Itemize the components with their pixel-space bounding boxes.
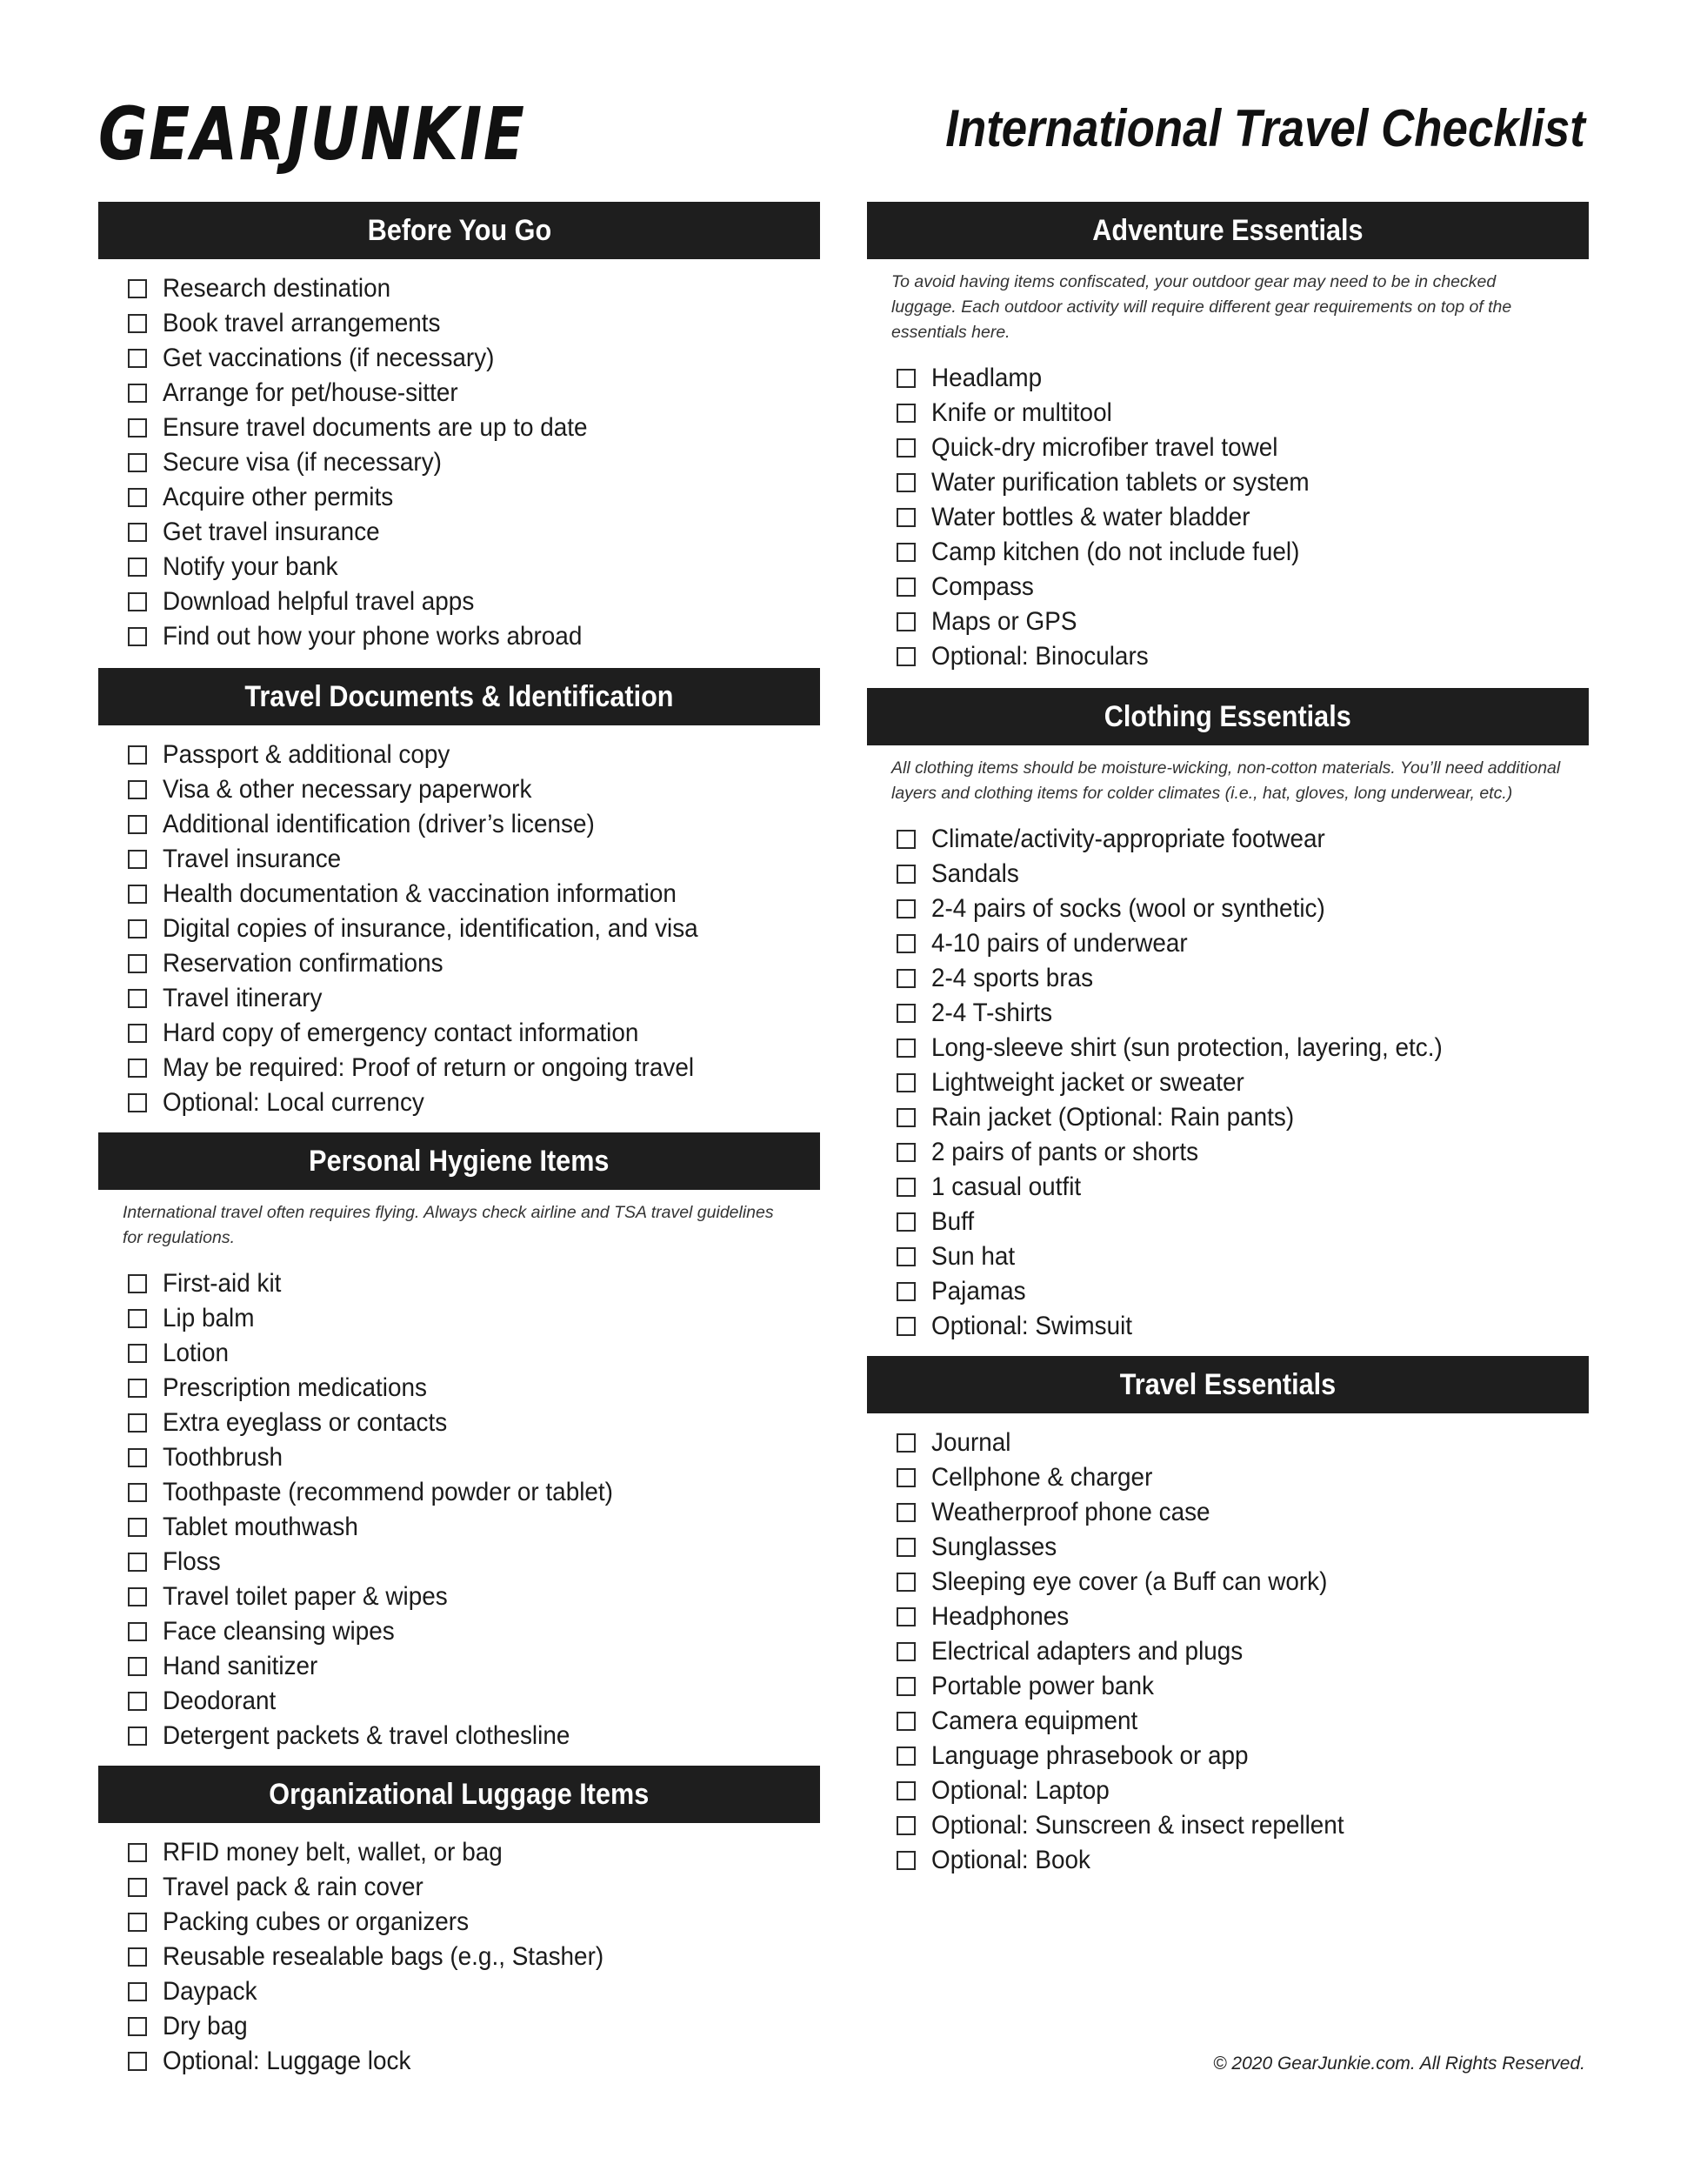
checklist-item[interactable] (897, 1808, 1589, 1843)
checklist-item-label: Optional: Luggage lock (163, 2047, 411, 2075)
checkbox-icon[interactable] (128, 279, 147, 298)
checklist-item[interactable] (128, 550, 820, 584)
checklist-item-label: Hard copy of emergency contact information (163, 1019, 639, 1047)
checkbox-icon[interactable] (128, 384, 147, 403)
checklist-item-label: Floss (163, 1547, 221, 1576)
checklist-item-label: Maps or GPS (931, 607, 1077, 636)
checklist-item[interactable] (128, 1510, 820, 1545)
checklist-item[interactable] (897, 1530, 1589, 1565)
checklist-item-label: Water purification tablets or system (931, 468, 1310, 497)
checkbox-icon[interactable] (897, 1212, 916, 1232)
checkbox-icon[interactable] (128, 1024, 147, 1043)
checklist-item[interactable] (128, 912, 820, 946)
checkbox-icon[interactable] (897, 1538, 916, 1557)
checklist-item[interactable] (128, 2009, 820, 2044)
checkbox-icon[interactable] (128, 1059, 147, 1078)
checklist-item-label: Optional: Laptop (931, 1776, 1110, 1805)
checklist-item-label: Sunglasses (931, 1533, 1057, 1561)
checklist-item[interactable] (897, 926, 1589, 961)
checkbox-icon[interactable] (128, 1448, 147, 1467)
checklist-item[interactable] (897, 1065, 1589, 1100)
checklist-item[interactable] (897, 1205, 1589, 1239)
checkbox-icon[interactable] (897, 1712, 916, 1731)
checklist-item-label: Portable power bank (931, 1672, 1154, 1700)
section-note: International travel often requires flying. Always check airline and TSA travel guidelines for regulations. (123, 1203, 774, 1247)
section-note: To avoid having items confiscated, your outdoor gear may need to be in checked luggage. Each outdoor activity will require different gear requirements on top of the essentials here. (891, 272, 1512, 342)
checkbox-icon[interactable] (128, 349, 147, 368)
checkbox-icon[interactable] (897, 899, 916, 918)
checklist-item[interactable] (897, 396, 1589, 431)
checklist-item-label: Weatherproof phone case (931, 1498, 1210, 1526)
checklist-item-label: Sleeping eye cover (a Buff can work) (931, 1567, 1328, 1596)
checklist-item[interactable] (128, 2044, 820, 2079)
checklist-item-label: 2 pairs of pants or shorts (931, 1138, 1199, 1166)
checkbox-icon[interactable] (128, 488, 147, 507)
checklist-item[interactable] (128, 807, 820, 842)
checkbox-icon[interactable] (128, 1843, 147, 1862)
checklist-item-label: Travel itinerary (163, 984, 323, 1012)
checklist-item-label: Reusable resealable bags (e.g., Stasher) (163, 1942, 604, 1971)
checklist-item-label: Packing cubes or organizers (163, 1907, 470, 1936)
checklist-item[interactable] (128, 1545, 820, 1580)
checklist-item[interactable] (128, 515, 820, 550)
checklist-item[interactable] (897, 1460, 1589, 1495)
checklist-item[interactable] (897, 361, 1589, 396)
section-clothing-essentials (867, 688, 1589, 1344)
checklist-item-label: Ensure travel documents are up to date (163, 413, 588, 442)
checklist-item-label: Optional: Binoculars (931, 642, 1149, 671)
checklist-item-label: Toothbrush (163, 1443, 283, 1472)
checkbox-icon[interactable] (128, 954, 147, 973)
checkbox-icon[interactable] (128, 2017, 147, 2036)
checklist-item-label: Dry bag (163, 2012, 248, 2040)
checklist-item[interactable] (128, 341, 820, 376)
checklist-item[interactable] (897, 1669, 1589, 1704)
checklist-item[interactable] (897, 1309, 1589, 1344)
checkbox-icon[interactable] (897, 369, 916, 388)
checkbox-icon[interactable] (128, 1622, 147, 1641)
checklist-item-label: Buff (931, 1207, 975, 1236)
section-organizational-luggage-items (98, 1766, 820, 2079)
checkbox-icon[interactable] (128, 745, 147, 765)
checklist-item-label: Get travel insurance (163, 518, 380, 546)
checklist-item[interactable] (897, 857, 1589, 892)
checklist-item-label: Arrange for pet/house-sitter (163, 378, 458, 407)
section-note: All clothing items should be moisture-wicking, non-cotton materials. You’ll need additional layers and clothing items for colder climates (i.e., hat, gloves, long underwear, etc.) (891, 758, 1561, 803)
checklist-item[interactable] (128, 1940, 820, 1974)
checkbox-icon[interactable] (128, 780, 147, 799)
checklist-item[interactable] (128, 1580, 820, 1614)
checklist-item[interactable] (897, 1239, 1589, 1274)
checkbox-icon[interactable] (897, 1247, 916, 1266)
checkbox-icon[interactable] (897, 1677, 916, 1696)
checklist-item-label: Rain jacket (Optional: Rain pants) (931, 1103, 1295, 1132)
checklist-item-label: Hand sanitizer (163, 1652, 318, 1680)
checklist-item-label: Get vaccinations (if necessary) (163, 344, 495, 372)
section-heading-text: Travel Documents & Identification (244, 679, 674, 713)
section-personal-hygiene-items (98, 1132, 820, 1753)
checkbox-icon[interactable] (128, 1413, 147, 1433)
checklist-item-label: Optional: Sunscreen & insect repellent (931, 1811, 1344, 1840)
checklist-item-label: Detergent packets & travel clothesline (163, 1721, 570, 1750)
checkbox-icon[interactable] (897, 404, 916, 423)
checkbox-icon[interactable] (128, 815, 147, 834)
section-header (867, 1356, 1589, 1413)
checklist-item-label: Tablet mouthwash (163, 1513, 358, 1541)
checklist-item-label: Lip balm (163, 1304, 255, 1332)
checklist-item[interactable] (128, 877, 820, 912)
checklist-item[interactable] (897, 1634, 1589, 1669)
checklist (98, 1823, 820, 2079)
checklist-item[interactable] (128, 619, 820, 654)
checklist-item-label: Extra eyeglass or contacts (163, 1408, 448, 1437)
checkbox-icon[interactable] (897, 578, 916, 597)
checkbox-icon[interactable] (897, 830, 916, 849)
checklist-item-label: Research destination (163, 274, 391, 303)
checkbox-icon[interactable] (128, 1657, 147, 1676)
section-heading-text: Organizational Luggage Items (269, 1777, 650, 1811)
section-travel-documents-identification (98, 668, 820, 1120)
checkbox-icon[interactable] (128, 1692, 147, 1711)
checkbox-icon[interactable] (128, 1947, 147, 1967)
checklist-item-label: Additional identification (driver’s license) (163, 810, 595, 838)
checklist-item[interactable] (897, 1135, 1589, 1170)
checkbox-icon[interactable] (128, 558, 147, 577)
checklist-item-label: Pajamas (931, 1277, 1026, 1306)
section-header (867, 202, 1589, 259)
checklist-item[interactable] (128, 1475, 820, 1510)
section-header (98, 1132, 820, 1190)
checklist-item-label: Secure visa (if necessary) (163, 448, 442, 477)
checklist-item-label: Optional: Book (931, 1846, 1091, 1874)
checklist-item[interactable] (128, 271, 820, 306)
checklist-item-label: First-aid kit (163, 1269, 282, 1298)
checklist-item-label: Face cleansing wipes (163, 1617, 395, 1646)
checklist-item[interactable] (897, 1426, 1589, 1460)
checkbox-icon[interactable] (897, 1503, 916, 1522)
checkbox-icon[interactable] (897, 1178, 916, 1197)
checklist-item[interactable] (128, 1974, 820, 2009)
checklist-item[interactable] (897, 1739, 1589, 1773)
section-header (98, 1766, 820, 1823)
checklist-item-label: Water bottles & water bladder (931, 503, 1250, 531)
checklist-item[interactable] (128, 584, 820, 619)
checkbox-icon[interactable] (897, 1282, 916, 1301)
checklist (98, 259, 820, 654)
checklist-item[interactable] (128, 1870, 820, 1905)
checkbox-icon[interactable] (897, 612, 916, 631)
checkbox-icon[interactable] (128, 1483, 147, 1502)
checklist-item-label: Headphones (931, 1602, 1070, 1631)
checklist-item-label: Digital copies of insurance, identification, and visa (163, 914, 698, 943)
checkbox-icon[interactable] (128, 314, 147, 333)
checkbox-icon[interactable] (897, 1781, 916, 1800)
checklist-item[interactable] (128, 1051, 820, 1085)
checkbox-icon[interactable] (897, 1747, 916, 1766)
checklist-item[interactable] (897, 1495, 1589, 1530)
checklist-item[interactable] (128, 1440, 820, 1475)
checklist-item[interactable] (128, 1649, 820, 1684)
section-heading-text: Adventure Essentials (1092, 213, 1364, 247)
checklist-item-label: 2-4 sports bras (931, 964, 1094, 992)
checklist-item[interactable] (897, 961, 1589, 996)
checklist-item[interactable] (897, 535, 1589, 570)
checklist-item[interactable] (128, 445, 820, 480)
section-heading-text: Clothing Essentials (1104, 699, 1351, 733)
checkbox-icon[interactable] (128, 1587, 147, 1606)
checklist-item[interactable] (897, 639, 1589, 674)
checklist-item-label: Lotion (163, 1339, 230, 1367)
checklist-item-label: Sandals (931, 859, 1019, 888)
checklist-item-label: Daypack (163, 1977, 257, 2006)
checklist-item[interactable] (128, 376, 820, 411)
checkbox-icon[interactable] (897, 969, 916, 988)
checklist-item-label: Travel insurance (163, 845, 342, 873)
checklist-item-label: Notify your bank (163, 552, 338, 581)
checklist-item-label: Journal (931, 1428, 1011, 1457)
checkbox-icon[interactable] (128, 627, 147, 646)
checkbox-icon[interactable] (128, 1553, 147, 1572)
checklist-item-label: Prescription medications (163, 1373, 427, 1402)
checklist-item[interactable] (897, 465, 1589, 500)
checkbox-icon[interactable] (128, 1982, 147, 2001)
checkbox-icon[interactable] (897, 1073, 916, 1092)
checkbox-icon[interactable] (897, 1039, 916, 1058)
checkbox-icon[interactable] (897, 473, 916, 492)
checklist-item-label: Language phrasebook or app (931, 1741, 1249, 1770)
checklist-item[interactable] (128, 1336, 820, 1371)
checkbox-icon[interactable] (128, 1913, 147, 1932)
checklist-item[interactable] (128, 1016, 820, 1051)
checklist (867, 1413, 1589, 1878)
checkbox-icon[interactable] (128, 1878, 147, 1897)
checkbox-icon[interactable] (128, 592, 147, 611)
checklist-item[interactable] (128, 411, 820, 445)
checklist-item[interactable] (897, 1704, 1589, 1739)
checklist-item-label: 2-4 pairs of socks (wool or synthetic) (931, 894, 1325, 923)
checklist-item-label: Visa & other necessary paperwork (163, 775, 532, 804)
copyright-footer: © 2020 GearJunkie.com. All Rights Reserved. (1213, 2054, 1585, 2074)
checklist-item[interactable] (128, 480, 820, 515)
checklist-item[interactable] (128, 1835, 820, 1870)
section-heading-text: Travel Essentials (1119, 1367, 1337, 1401)
checkbox-icon[interactable] (897, 1851, 916, 1870)
checkbox-icon[interactable] (128, 1093, 147, 1112)
checklist-item-label: Passport & additional copy (163, 740, 450, 769)
right-column (867, 202, 1589, 1878)
checklist-item-label: RFID money belt, wallet, or bag (163, 1838, 503, 1867)
checklist-item[interactable] (897, 1773, 1589, 1808)
checkbox-icon[interactable] (897, 508, 916, 527)
checklist-item-label: Travel pack & rain cover (163, 1873, 423, 1901)
checklist-item[interactable] (128, 772, 820, 807)
checkbox-icon[interactable] (897, 543, 916, 562)
checklist-item[interactable] (897, 892, 1589, 926)
checklist-item-label: Quick-dry microfiber travel towel (931, 433, 1278, 462)
checkbox-icon[interactable] (897, 865, 916, 884)
checklist-item-label: May be required: Proof of return or ongoing travel (163, 1053, 695, 1082)
section-heading-text: Before You Go (367, 213, 551, 247)
checklist-item[interactable] (897, 996, 1589, 1031)
checklist-item-label: Reservation confirmations (163, 949, 443, 978)
checkbox-icon[interactable] (128, 885, 147, 904)
checklist-item[interactable] (128, 306, 820, 341)
checklist-item[interactable] (128, 1301, 820, 1336)
checklist-item[interactable] (897, 1565, 1589, 1600)
checklist-item[interactable] (897, 431, 1589, 465)
checkbox-icon[interactable] (897, 1642, 916, 1661)
checklist-item-label: Headlamp (931, 364, 1043, 392)
checklist-item-label: Lightweight jacket or sweater (931, 1068, 1244, 1097)
checklist (867, 806, 1589, 1344)
checklist-item[interactable] (128, 1614, 820, 1649)
checklist-item-label: Long-sleeve shirt (sun protection, layering, etc.) (931, 1033, 1443, 1062)
section-header (867, 688, 1589, 745)
gearjunkie-logo: GEARJUNKIE (98, 91, 526, 177)
checklist-item[interactable] (128, 1406, 820, 1440)
checkbox-icon[interactable] (897, 1317, 916, 1336)
checkbox-icon[interactable] (897, 1573, 916, 1592)
checklist-item-label: 4-10 pairs of underwear (931, 929, 1188, 958)
checkbox-icon[interactable] (897, 1816, 916, 1835)
checkbox-icon[interactable] (897, 934, 916, 953)
left-column (98, 202, 820, 2079)
checklist-item[interactable] (128, 1684, 820, 1719)
checklist-item-label: 1 casual outfit (931, 1172, 1082, 1201)
checklist-item-label: Optional: Swimsuit (931, 1312, 1133, 1340)
section-adventure-essentials (867, 202, 1589, 674)
checklist-item-label: Find out how your phone works abroad (163, 622, 583, 651)
checklist (98, 1251, 820, 1753)
checklist-item-label: Acquire other permits (163, 483, 394, 511)
checklist-item-label: Compass (931, 572, 1034, 601)
checkbox-icon[interactable] (897, 1607, 916, 1626)
checklist-item[interactable] (128, 738, 820, 772)
checkbox-icon[interactable] (897, 438, 916, 458)
checkbox-icon[interactable] (128, 1274, 147, 1293)
checklist-item-label: Camera equipment (931, 1706, 1138, 1735)
checklist-item[interactable] (897, 1170, 1589, 1205)
section-header (98, 668, 820, 725)
section-before-you-go (98, 202, 820, 654)
checklist-item-label: Health documentation & vaccination information (163, 879, 677, 908)
checklist-item[interactable] (128, 981, 820, 1016)
checklist-item-label: Climate/activity-appropriate footwear (931, 825, 1325, 853)
checklist-item[interactable] (897, 822, 1589, 857)
checklist (867, 345, 1589, 674)
checkbox-icon[interactable] (128, 523, 147, 542)
checkbox-icon[interactable] (128, 1344, 147, 1363)
checklist-item[interactable] (897, 604, 1589, 639)
checkbox-icon[interactable] (897, 647, 916, 666)
section-header (98, 202, 820, 259)
checkbox-icon[interactable] (128, 1726, 147, 1746)
checkbox-icon[interactable] (897, 1143, 916, 1162)
checkbox-icon[interactable] (128, 2052, 147, 2071)
checklist-item-label: Download helpful travel apps (163, 587, 475, 616)
checkbox-icon[interactable] (897, 1468, 916, 1487)
checkbox-icon[interactable] (128, 1379, 147, 1398)
checklist-item-label: 2-4 T-shirts (931, 998, 1053, 1027)
checklist-item[interactable] (897, 1600, 1589, 1634)
checklist-item[interactable] (128, 1266, 820, 1301)
checklist-item[interactable] (128, 1719, 820, 1753)
checklist-item-label: Camp kitchen (do not include fuel) (931, 538, 1300, 566)
checklist-item[interactable] (128, 842, 820, 877)
checkbox-icon[interactable] (897, 1004, 916, 1023)
checklist-item[interactable] (128, 946, 820, 981)
checklist-item[interactable] (897, 500, 1589, 535)
checklist-item-label: Sun hat (931, 1242, 1016, 1271)
checkbox-icon[interactable] (128, 919, 147, 938)
checklist-item[interactable] (897, 1274, 1589, 1309)
checklist-item[interactable] (897, 1031, 1589, 1065)
checklist (98, 725, 820, 1120)
checkbox-icon[interactable] (897, 1108, 916, 1127)
checkbox-icon[interactable] (128, 1309, 147, 1328)
section-heading-text: Personal Hygiene Items (309, 1144, 610, 1178)
checklist-item-label: Cellphone & charger (931, 1463, 1153, 1492)
checklist-item-label: Travel toilet paper & wipes (163, 1582, 448, 1611)
section-travel-essentials (867, 1356, 1589, 1878)
checklist-item-label: Toothpaste (recommend powder or tablet) (163, 1478, 613, 1506)
checklist-item-label: Knife or multitool (931, 398, 1112, 427)
checklist-item[interactable] (128, 1905, 820, 1940)
checkbox-icon[interactable] (897, 1433, 916, 1453)
checkbox-icon[interactable] (128, 1518, 147, 1537)
checklist-item[interactable] (128, 1085, 820, 1120)
checklist-item[interactable] (128, 1371, 820, 1406)
checkbox-icon[interactable] (128, 453, 147, 472)
checkbox-icon[interactable] (128, 850, 147, 869)
checklist-item-label: Electrical adapters and plugs (931, 1637, 1244, 1666)
checklist-item-label: Book travel arrangements (163, 309, 441, 337)
checkbox-icon[interactable] (128, 989, 147, 1008)
page-title: International Travel Checklist (945, 99, 1585, 157)
checklist-item[interactable] (897, 570, 1589, 604)
checklist-item-label: Optional: Local currency (163, 1088, 424, 1117)
checklist-item-label: Deodorant (163, 1686, 277, 1715)
checklist-item[interactable] (897, 1843, 1589, 1878)
checklist-item[interactable] (897, 1100, 1589, 1135)
checkbox-icon[interactable] (128, 418, 147, 437)
